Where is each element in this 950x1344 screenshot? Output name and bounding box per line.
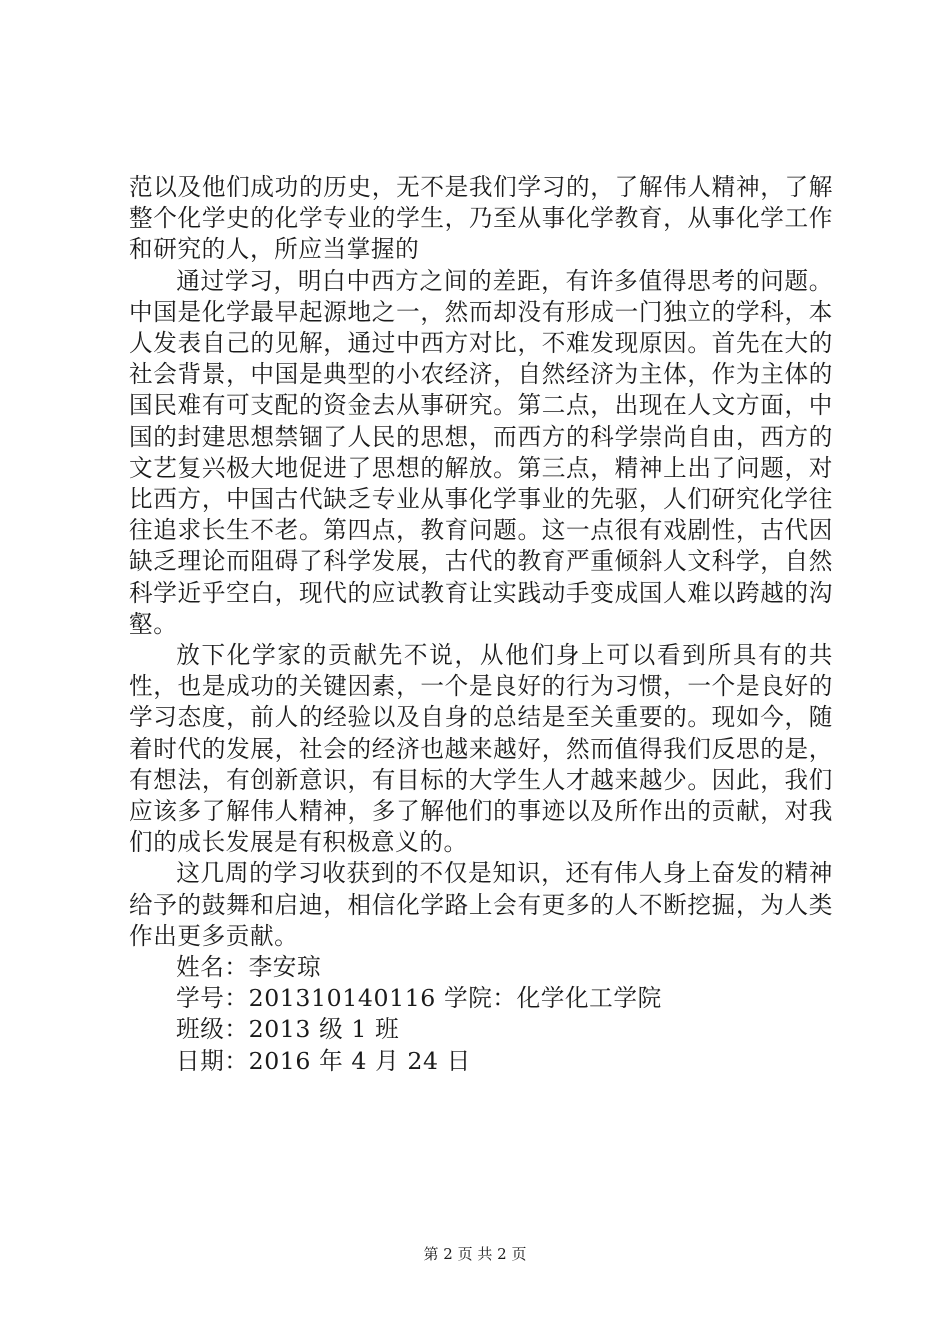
signature-date: 日期：2016 年 4 月 24 日 [176,1046,471,1075]
signature-class: 班级：2013 级 1 班 [176,1015,400,1044]
page-footer: 第 2 页 共 2 页 [423,1245,527,1263]
paragraph-differences: 通过学习，明白中西方之间的差距，有许多值得思考的问题。中国是化学最早起源地之一，然而却没有形成一门独立的学科，本人发表自己的见解，通过中西方对比，不难发现原因。首先在大的社会背景，中国是典型的小农经济，自然经济为主体，作为主体的国民难有可支配的资金去从事研究。第二点，出现在人文方面，中国的封建思想禁锢了人民的思想，而西方的科学崇尚自由，西方的文艺复兴极大地促进了思想的解放。第三点，精神上出了问题，对比西方，中国古代缺乏专业从事化学事业的先驱，人们研究化学往往追求长生不老。第四点，教育问题。这一点很有戏剧性，古代因缺乏理论而阻碍了科学发展，古代的教育严重倾斜人文科学，自然科学近乎空白，现代的应试教育让实践动手变成国人难以跨越的沟壑。 [129,266,833,638]
document-body [129,172,833,1077]
signature-name: 姓名：李安琼 [176,953,322,982]
paragraph-continuation: 范以及他们成功的历史，无不是我们学习的，了解伟人精神，了解整个化学史的化学专业的学生，乃至从事化学教育，从事化学工作和研究的人，所应当掌握的 [129,173,833,264]
signature-block [129,952,833,1077]
paragraph-conclusion: 这几周的学习收获到的不仅是知识，还有伟人身上奋发的精神给予的鼓舞和启迪，相信化学路上会有更多的人不断挖掘，为人类作出更多贡献。 [129,859,833,950]
paragraph-common-traits: 放下化学家的贡献先不说，从他们身上可以看到所具有的共性，也是成功的关键因素，一个是良好的行为习惯，一个是良好的学习态度，前人的经验以及自身的总结是至关重要的。现如今，随着时代的发展，社会的经济也越来越好，然而值得我们反思的是，有想法，有创新意识，有目标的大学生人才越来越少。因此，我们应该多了解伟人精神，多了解他们的事迹以及所作出的贡献，对我们的成长发展是有积极意义的。 [129,641,833,857]
signature-student-id: 学号：201310140116 学院：化学化工学院 [176,984,662,1013]
